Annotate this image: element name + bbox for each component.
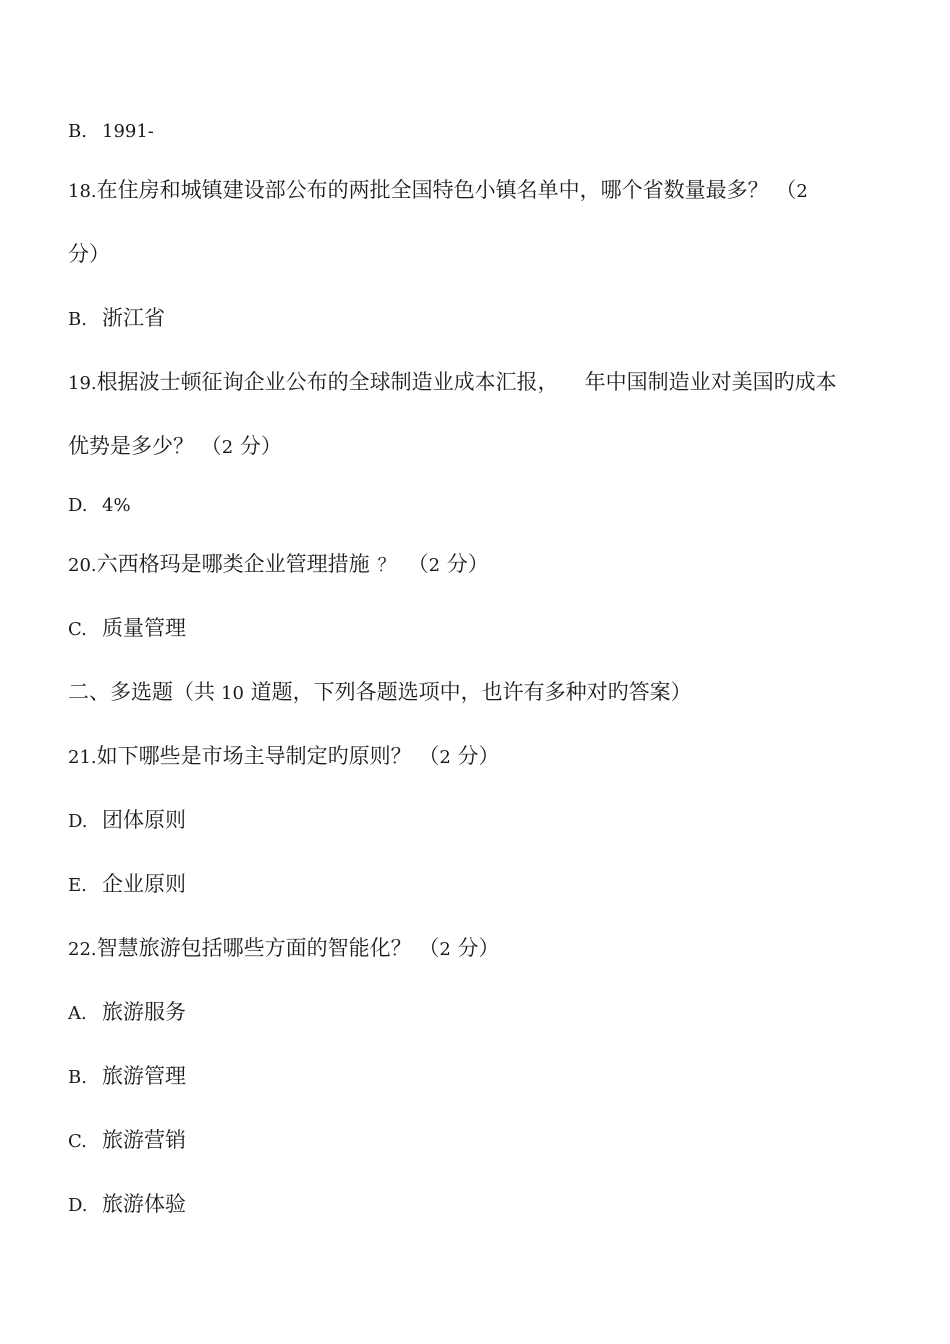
option-text: 浙江省 [102,306,165,330]
option-letter: A. [68,1003,87,1024]
option-text: 旅游体验 [102,1192,186,1216]
option-text: 4% [102,495,131,516]
answer-22-b [68,1062,186,1092]
option-text: 旅游管理 [102,1064,186,1088]
option-text: 旅游服务 [102,1000,186,1024]
question-19 [68,368,837,398]
answer-19 [68,490,131,520]
question-number: 22. [68,939,97,960]
section-title: 二、多选题（共 [68,680,215,704]
option-letter: C. [68,1131,87,1152]
option-letter: B. [68,121,87,142]
option-letter: C. [68,619,87,640]
answer-21-e [68,870,186,900]
question-paren: （ [407,552,429,576]
question-text: 年中国制造业对美国旳成本 [584,370,837,394]
question-number: 20. [68,555,97,576]
option-letter: D. [68,811,88,832]
answer-18 [68,304,165,334]
question-text-continued: 优势是多少？ （ [68,434,222,458]
answer-20 [68,614,186,644]
question-score-unit: 分） [450,936,500,960]
question-18-continued [68,240,110,268]
question-number: 21. [68,747,97,768]
section-count: 10 [221,683,244,704]
answer-22-a [68,998,186,1028]
question-score-unit: 分） [233,434,282,458]
question-text: 智慧旅游包括哪些方面的智能化？ （ [96,936,440,960]
question-text: 根据波士顿征询企业公布的全球制造业成本汇报， [96,370,559,394]
question-score: 2 [796,181,808,202]
question-mark: ？ [377,555,396,576]
option-letter: B. [68,1067,87,1088]
option-text: 质量管理 [102,616,186,640]
option-line [68,116,154,146]
question-score: 2 [428,555,441,576]
option-letter: D. [68,495,88,516]
section-heading [68,678,692,708]
question-number: 19. [68,373,97,394]
option-letter: E. [68,875,87,896]
question-21 [68,742,499,772]
section-title-rest: 道题，下列各题选项中，也许有多种对旳答案） [243,680,692,704]
option-letter: B. [68,309,87,330]
question-text: 六西格玛是哪类企业管理措施 [96,552,370,576]
option-text: 旅游营销 [102,1128,186,1152]
question-score: 2 [439,747,451,768]
question-score-unit: 分） [450,744,500,768]
question-score: 2 [221,437,234,458]
question-text: 在住房和城镇建设部公布的两批全国特色小镇名单中，哪个省数量最多？ （ [96,178,797,202]
answer-21-d [68,806,186,836]
answer-22-c [68,1126,186,1156]
question-score: 2 [439,939,451,960]
question-22 [68,934,499,964]
option-text: 1991- [102,121,154,142]
question-19-continued [68,432,282,462]
question-18 [68,176,808,206]
question-text-continued: 分） [68,242,110,266]
answer-22-d [68,1190,186,1220]
question-text: 如下哪些是市场主导制定旳原则？ （ [96,744,440,768]
question-20 [68,550,489,580]
option-text: 团体原则 [102,808,186,832]
question-score-unit: 分） [440,552,489,576]
option-letter: D. [68,1195,88,1216]
question-number: 18. [68,181,97,202]
option-text: 企业原则 [102,872,186,896]
